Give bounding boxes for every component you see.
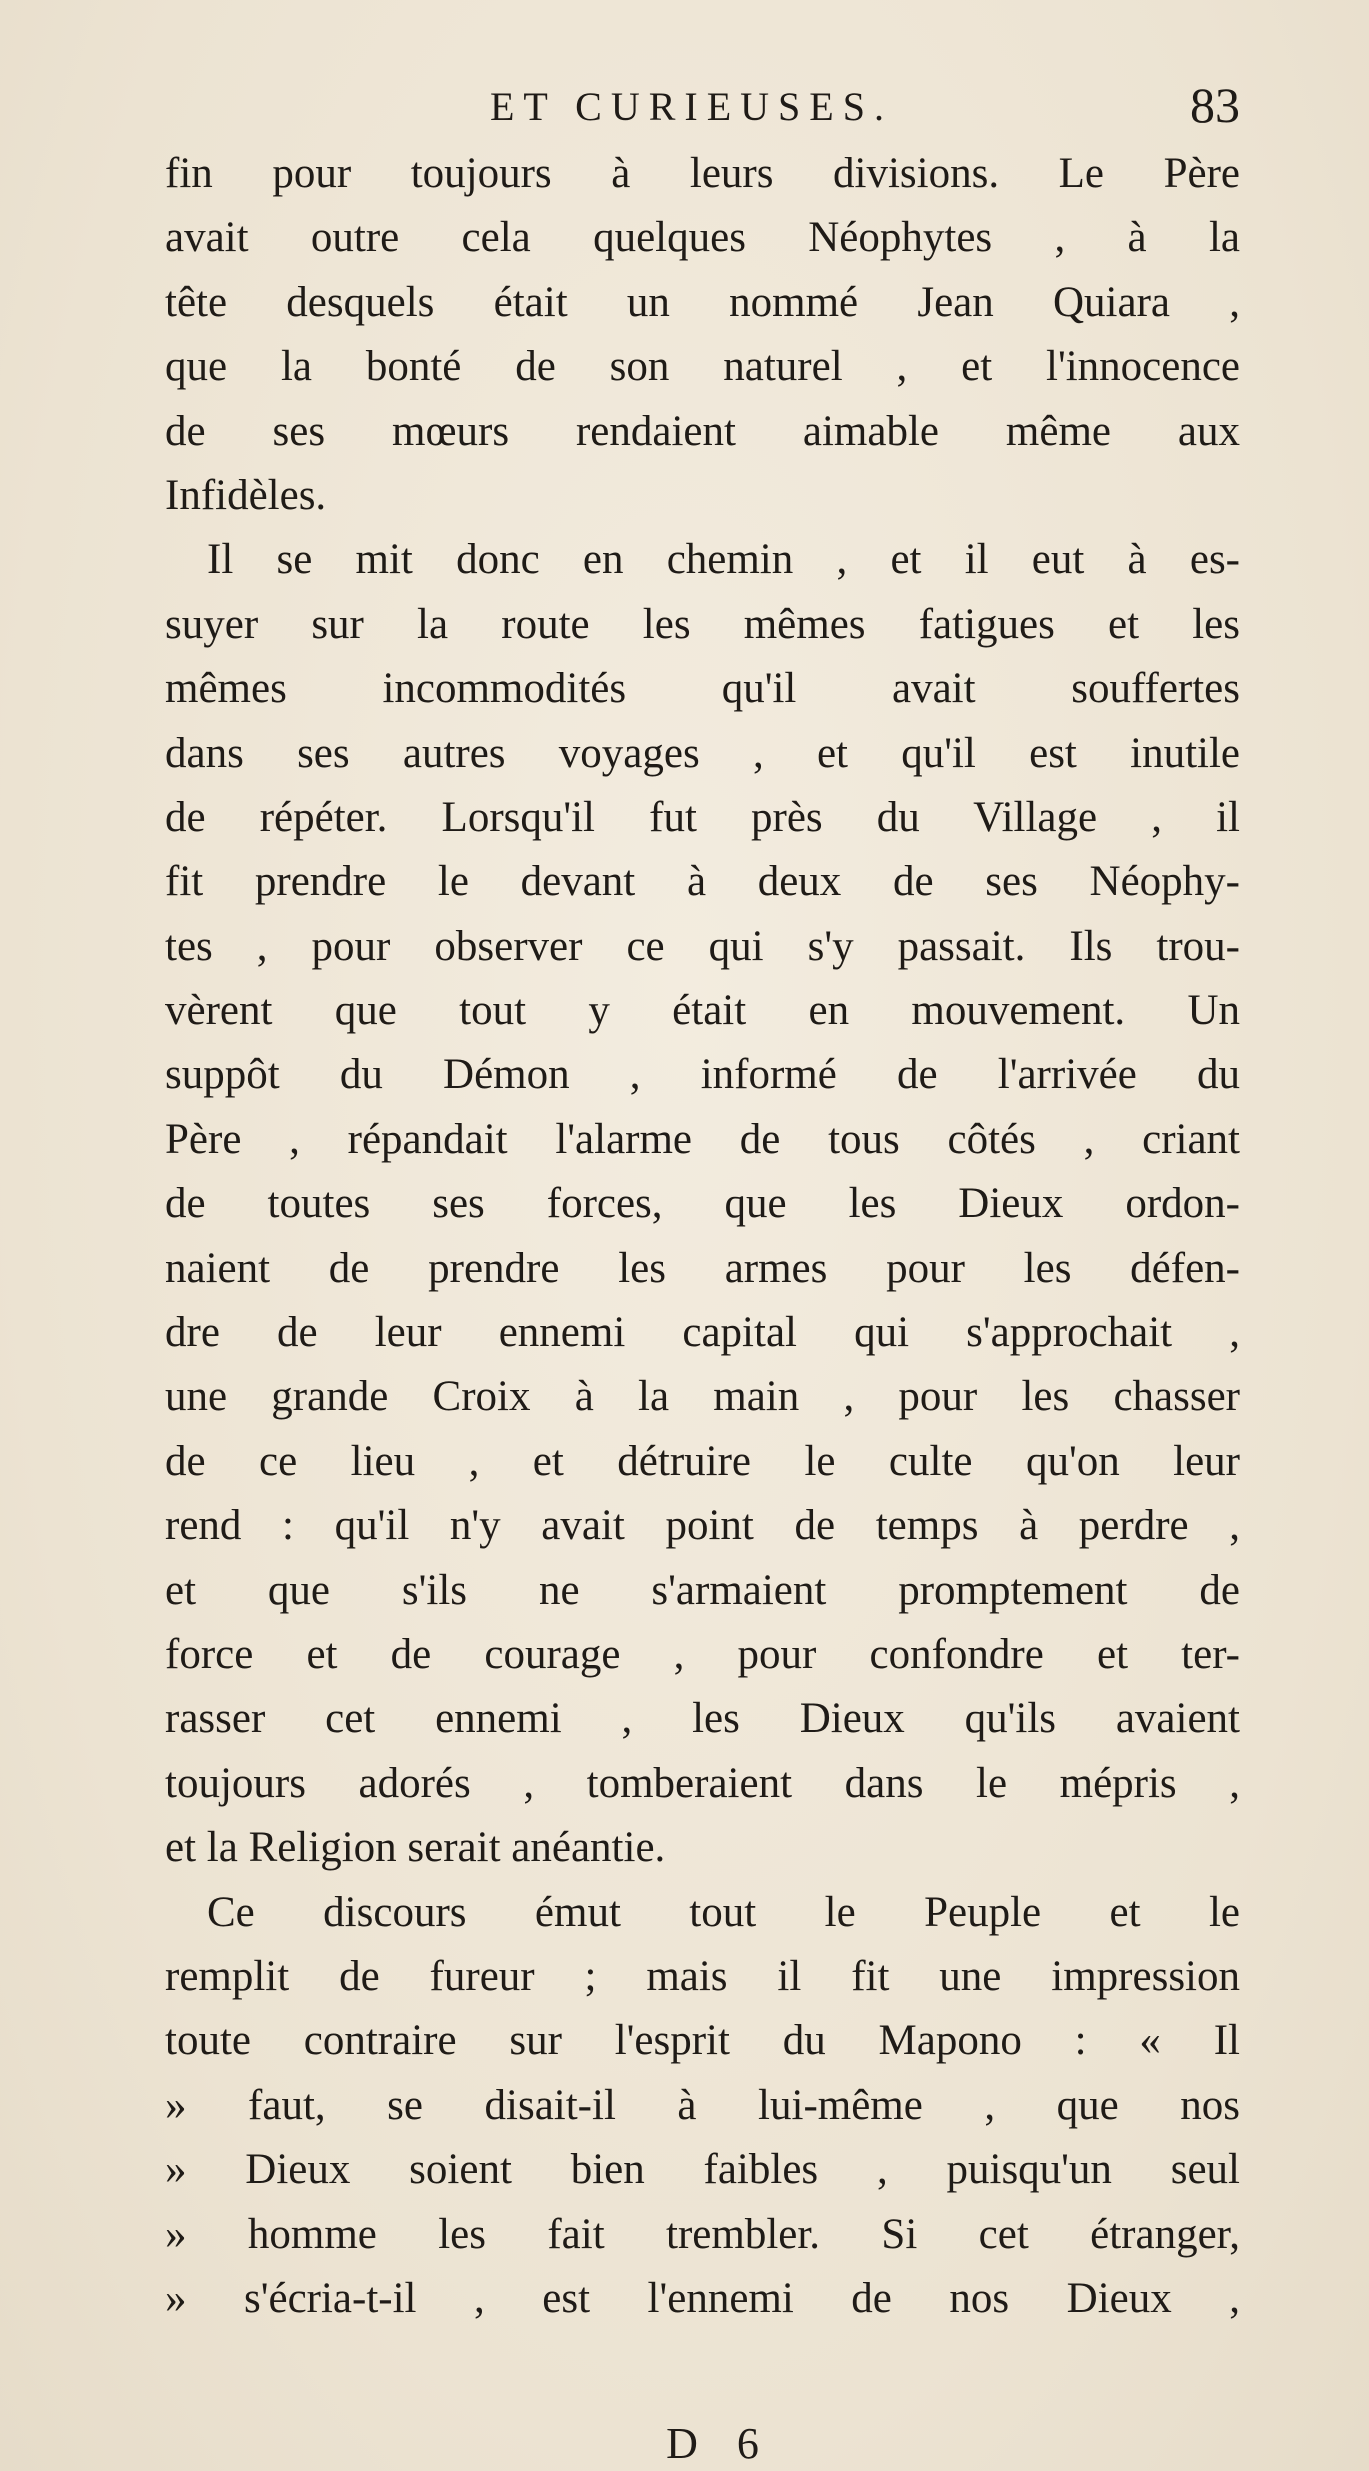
body-text [165,142,1240,2331]
text-line: » faut, se disait-il à lui-même , que nos [165,2081,1240,2129]
text-line: » s'écria-t-il , est l'ennemi de nos Dieux , [165,2274,1240,2322]
text-line: et que s'ils ne s'armaient promptement de [165,1566,1240,1614]
text-line: » homme les fait trembler. Si cet étranger, [165,2210,1240,2258]
running-title: ET CURIEUSES. [490,84,893,129]
text-line: dans ses autres voyages , et qu'il est inutile [165,729,1240,777]
text-line: suppôt du Démon , informé de l'arrivée du [165,1051,1240,1099]
text-line: rend : qu'il n'y avait point de temps à perdre , [165,1502,1240,1550]
text-line: que la bonté de son naturel , et l'innocence [165,343,1240,391]
text-line: de répéter. Lorsqu'il fut près du Village , il [165,793,1240,841]
text-line: toute contraire sur l'esprit du Mapono : « Il [165,2017,1240,2065]
text-line: tes , pour observer ce qui s'y passait. Ils trou- [165,922,1240,970]
text-line: toujours adorés , tomberaient dans le mépris , [165,1759,1240,1807]
text-line: remplit de fureur ; mais il fit une impression [165,1952,1240,2000]
text-line: fit prendre le devant à deux de ses Néophy- [165,858,1240,906]
page-header [165,72,1240,142]
page-number: 83 [1190,77,1240,133]
signature-mark: D 6 [666,2419,773,2468]
text-line: rasser cet ennemi , les Dieux qu'ils avaient [165,1695,1240,1743]
text-line: Infidèles. [165,471,327,519]
text-line: suyer sur la route les mêmes fatigues et les [165,600,1240,648]
text-line: avait outre cela quelques Néophytes , à la [165,214,1240,262]
text-line: » Dieux soient bien faibles , puisqu'un seul [165,2146,1240,2194]
text-line: tête desquels était un nommé Jean Quiara , [165,278,1240,326]
text-line: de toutes ses forces, que les Dieux ordon- [165,1180,1240,1228]
text-line: vèrent que tout y était en mouvement. Un [165,987,1240,1035]
text-line: naient de prendre les armes pour les défen- [165,1244,1240,1292]
text-line: mêmes incommodités qu'il avait souffertes [165,665,1240,713]
text-line: Ce discours émut tout le Peuple et le [207,1888,1240,1936]
text-line: une grande Croix à la main , pour les chasser [165,1373,1240,1421]
text-line: et la Religion serait anéantie. [165,1824,666,1872]
text-line: force et de courage , pour confondre et ter- [165,1630,1240,1678]
text-line: de ses mœurs rendaient aimable même aux [165,407,1240,455]
text-line: Père , répandait l'alarme de tous côtés , criant [165,1115,1240,1163]
text-line: de ce lieu , et détruire le culte qu'on leur [165,1437,1240,1485]
text-line: Il se mit donc en chemin , et il eut à es- [207,536,1240,584]
text-line: fin pour toujours à leurs divisions. Le Père [165,150,1240,197]
text-line: dre de leur ennemi capital qui s'approchait , [165,1309,1240,1357]
